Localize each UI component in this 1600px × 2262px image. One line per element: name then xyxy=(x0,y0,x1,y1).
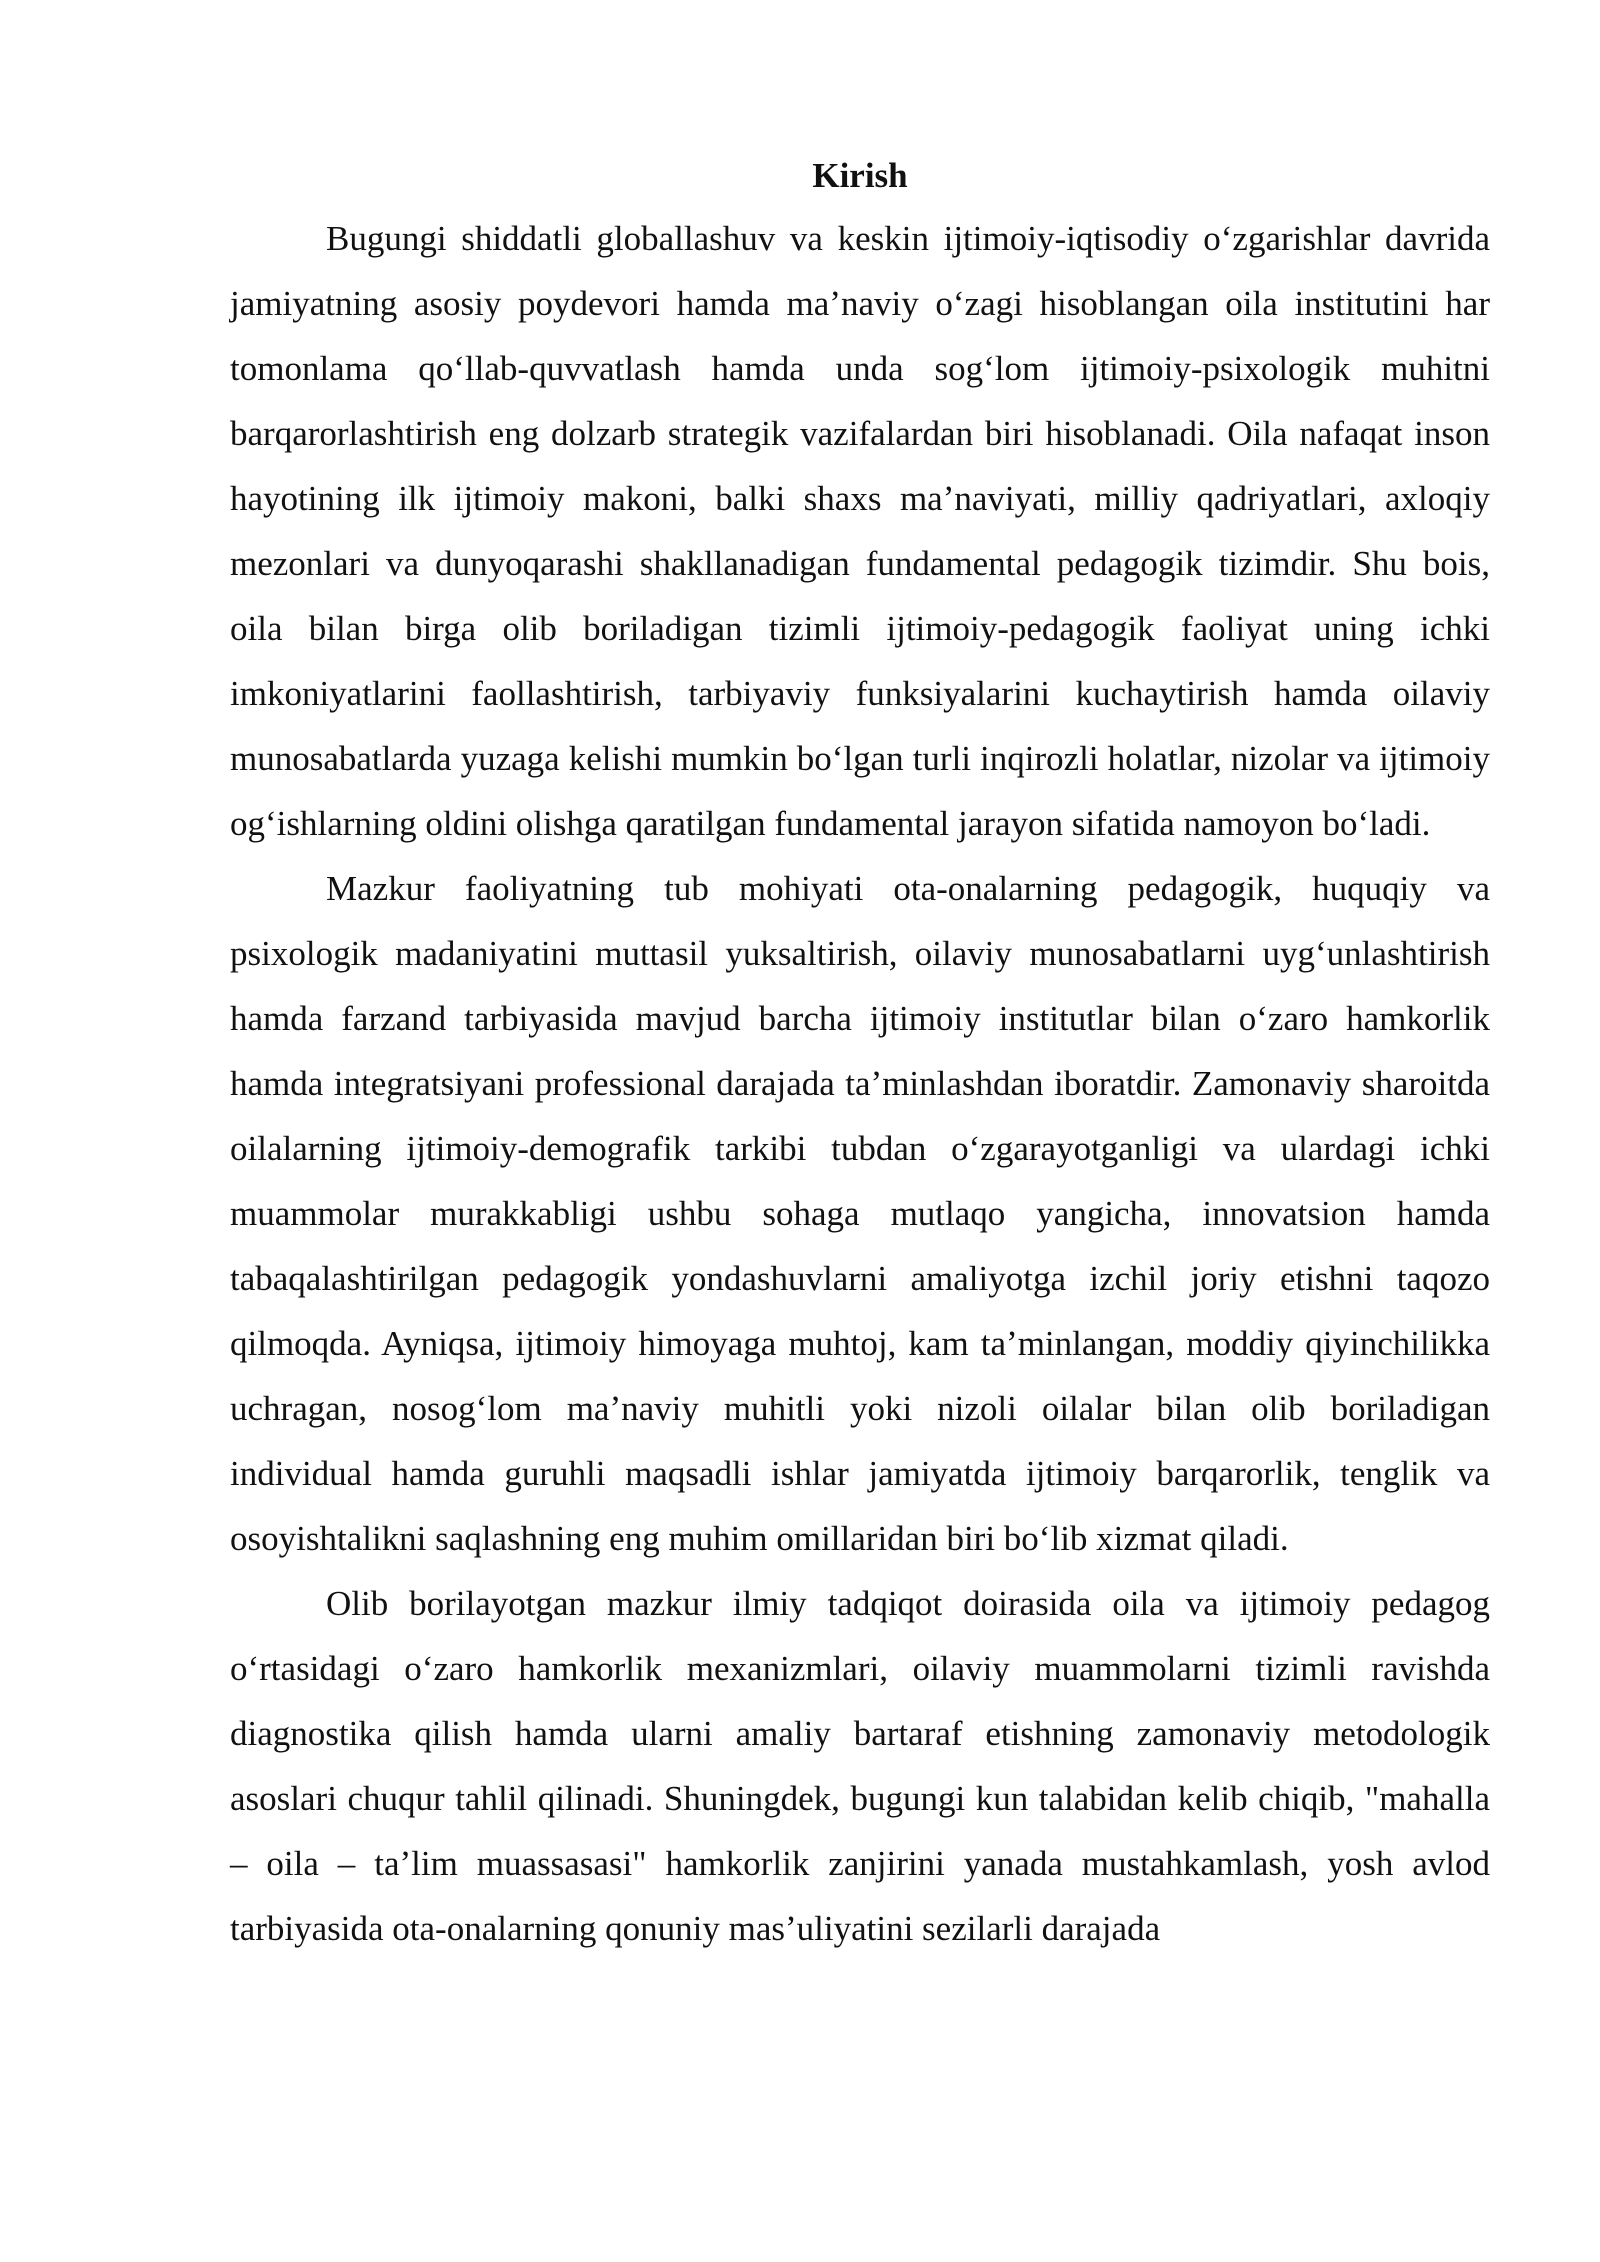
paragraph-1: Bugungi shiddatli globallashuv va keskin ijtimoiy-iqtisodiy oʻzgarishlar davrida jamiyatning asosiy poydevori hamda maʼnaviy oʻzagi hisoblangan oila institutini har tomonlama qoʻllab-quvvatlash hamda unda sogʻlom ijtimoiy-psixologik muhitni barqarorlashtirish eng dolzarb strategik vazifalardan biri hisoblanadi. Oila nafaqat inson hayotining ilk ijtimoiy makoni, balki shaxs maʼnaviyati, milliy qadriyatlari, axloqiy mezonlari va dunyoqarashi shakllanadigan fundamental pedagogik tizimdir. Shu bois, oila bilan birga olib boriladigan tizimli ijtimoiy-pedagogik faoliyat uning ichki imkoniyatlarini faollashtirish, tarbiyaviy funksiyalarini kuchaytirish hamda oilaviy munosabatlarda yuzaga kelishi mumkin boʻlgan turli inqirozli holatlar, nizolar va ijtimoiy ogʻishlarning oldini olishga qaratilgan fundamental jarayon sifatida namoyon boʻladi. xyxy=(230,219,1490,843)
page-title: Kirish xyxy=(812,156,908,195)
paragraph-3: Olib borilayotgan mazkur ilmiy tadqiqot doirasida oila va ijtimoiy pedagog oʻrtasidagi oʻzaro hamkorlik mexanizmlari, oilaviy muammolarni tizimli ravishda diagnostika qilish hamda ularni amaliy bartaraf etishning zamonaviy metodologik asoslari chuqur tahlil qilinadi. Shuningdek, bugungi kun talabidan kelib chiqib, "mahalla – oila – taʼlim muassasasi" hamkorlik zanjirini yanada mustahkamlash, yosh avlod tarbiyasida ota-onalarning qonuniy masʼuliyatini sezilarli darajada xyxy=(230,1584,1490,1948)
paragraph-2: Mazkur faoliyatning tub mohiyati ota-onalarning pedagogik, huquqiy va psixologik madaniyatini muttasil yuksaltirish, oilaviy munosabatlarni uygʻunlashtirish hamda farzand tarbiyasida mavjud barcha ijtimoiy institutlar bilan oʻzaro hamkorlik hamda integratsiyani professional darajada taʼminlashdan iboratdir. Zamonaviy sharoitda oilalarning ijtimoiy-demografik tarkibi tubdan oʻzgarayotganligi va ulardagi ichki muammolar murakkabligi ushbu sohaga mutlaqo yangicha, innovatsion hamda tabaqalashtirilgan pedagogik yondashuvlarni amaliyotga izchil joriy etishni taqozo qilmoqda. Ayniqsa, ijtimoiy himoyaga muhtoj, kam taʼminlangan, moddiy qiyinchilikka uchragan, nosogʻlom maʼnaviy muhitli yoki nizoli oilalar bilan olib boriladigan individual hamda guruhli maqsadli ishlar jamiyatda ijtimoiy barqarorlik, tenglik va osoyishtalikni saqlashning eng muhim omillaridan biri boʻlib xizmat qiladi. xyxy=(230,869,1490,1558)
document-body xyxy=(230,146,1490,1961)
